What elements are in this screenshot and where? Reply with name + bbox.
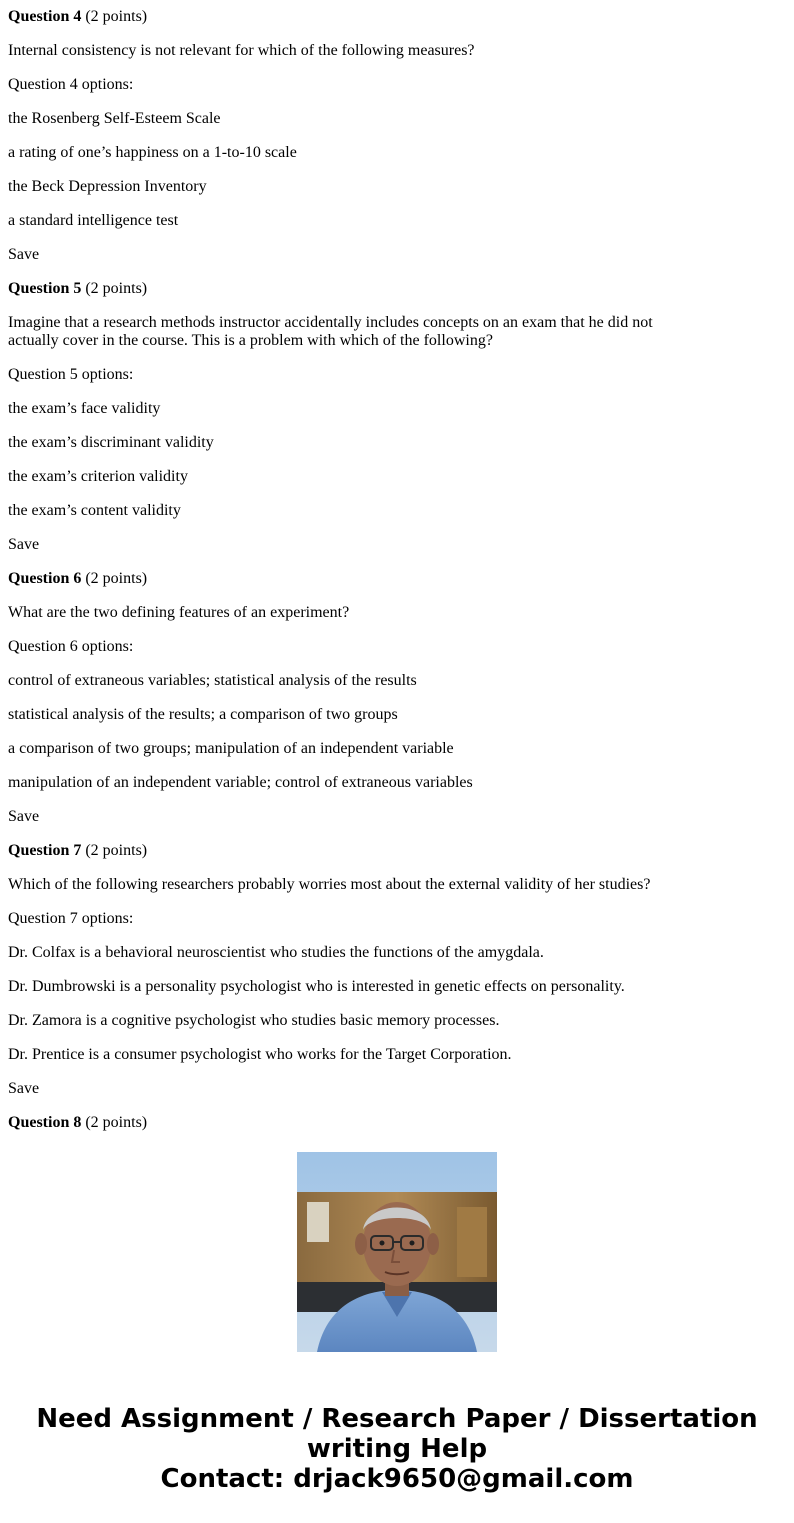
answer-option[interactable]: the Rosenberg Self-Esteem Scale: [8, 110, 221, 127]
answer-option[interactable]: a standard intelligence test: [8, 212, 179, 229]
question-prompt: Internal consistency is not relevant for which of the following measures?: [8, 42, 475, 59]
question-header: [8, 842, 668, 860]
answer-option[interactable]: the exam’s face validity: [8, 400, 161, 417]
options-label: Question 4 options:: [8, 76, 134, 93]
question-points: (2 points): [85, 280, 148, 297]
answer-option[interactable]: Dr. Dumbrowski is a personality psychologist who is interested in genetic effects on personality.: [8, 978, 625, 995]
answer-option[interactable]: the Beck Depression Inventory: [8, 178, 207, 195]
question-block: [8, 280, 668, 554]
avatar: [297, 1152, 497, 1352]
save-button[interactable]: Save: [8, 1080, 40, 1097]
quiz-content: [8, 0, 668, 1131]
question-number: Question 7: [8, 842, 82, 859]
question-number: Question 6: [8, 570, 82, 587]
question-header: [8, 1114, 668, 1132]
question-block: [8, 842, 668, 1098]
question-points: (2 points): [85, 570, 148, 587]
question-prompt: What are the two defining features of an experiment?: [8, 604, 350, 621]
question-points: (2 points): [85, 842, 148, 859]
options-label: Question 5 options:: [8, 366, 134, 383]
question-header: [8, 570, 668, 588]
save-button[interactable]: Save: [8, 246, 40, 263]
promo-message: [0, 1404, 794, 1494]
question-block: [8, 8, 668, 264]
question-number: Question 8: [8, 1114, 82, 1131]
question-header: [8, 280, 668, 298]
answer-option[interactable]: Dr. Colfax is a behavioral neuroscientist who studies the functions of the amygdala.: [8, 944, 544, 961]
options-label: Question 7 options:: [8, 910, 134, 927]
promo-line: writing Help: [306, 1434, 488, 1464]
question-points: (2 points): [85, 1114, 148, 1131]
answer-option[interactable]: manipulation of an independent variable; control of extraneous variables: [8, 774, 473, 791]
answer-option[interactable]: a rating of one’s happiness on a 1-to-10 scale: [8, 144, 297, 161]
answer-option[interactable]: the exam’s discriminant validity: [8, 434, 214, 451]
question-block: [8, 1114, 668, 1132]
question-header: [8, 8, 668, 26]
answer-option[interactable]: statistical analysis of the results; a comparison of two groups: [8, 706, 398, 723]
answer-option[interactable]: control of extraneous variables; statistical analysis of the results: [8, 672, 417, 689]
question-block: [8, 570, 668, 826]
question-number: Question 4: [8, 8, 82, 25]
save-button[interactable]: Save: [8, 536, 40, 553]
answer-option[interactable]: Dr. Prentice is a consumer psychologist who works for the Target Corporation.: [8, 1046, 512, 1063]
save-button[interactable]: Save: [8, 808, 40, 825]
answer-option[interactable]: a comparison of two groups; manipulation of an independent variable: [8, 740, 454, 757]
answer-option[interactable]: the exam’s criterion validity: [8, 468, 188, 485]
promo-contact[interactable]: Contact: drjack9650@gmail.com: [160, 1464, 634, 1494]
question-prompt: Which of the following researchers probably worries most about the external validity of her studies?: [8, 876, 651, 893]
answer-option[interactable]: Dr. Zamora is a cognitive psychologist who studies basic memory processes.: [8, 1012, 500, 1029]
promo-line: Need Assignment / Research Paper / Dissertation: [36, 1404, 758, 1434]
person-photo-icon: [297, 1152, 497, 1352]
question-points: (2 points): [85, 8, 148, 25]
answer-option[interactable]: the exam’s content validity: [8, 502, 181, 519]
question-prompt: Imagine that a research methods instructor accidentally includes concepts on an exam that he did not actually cover in the course. This is a problem with which of the following?: [8, 314, 653, 349]
options-label: Question 6 options:: [8, 638, 134, 655]
question-number: Question 5: [8, 280, 82, 297]
promo-banner: [0, 1152, 794, 1523]
